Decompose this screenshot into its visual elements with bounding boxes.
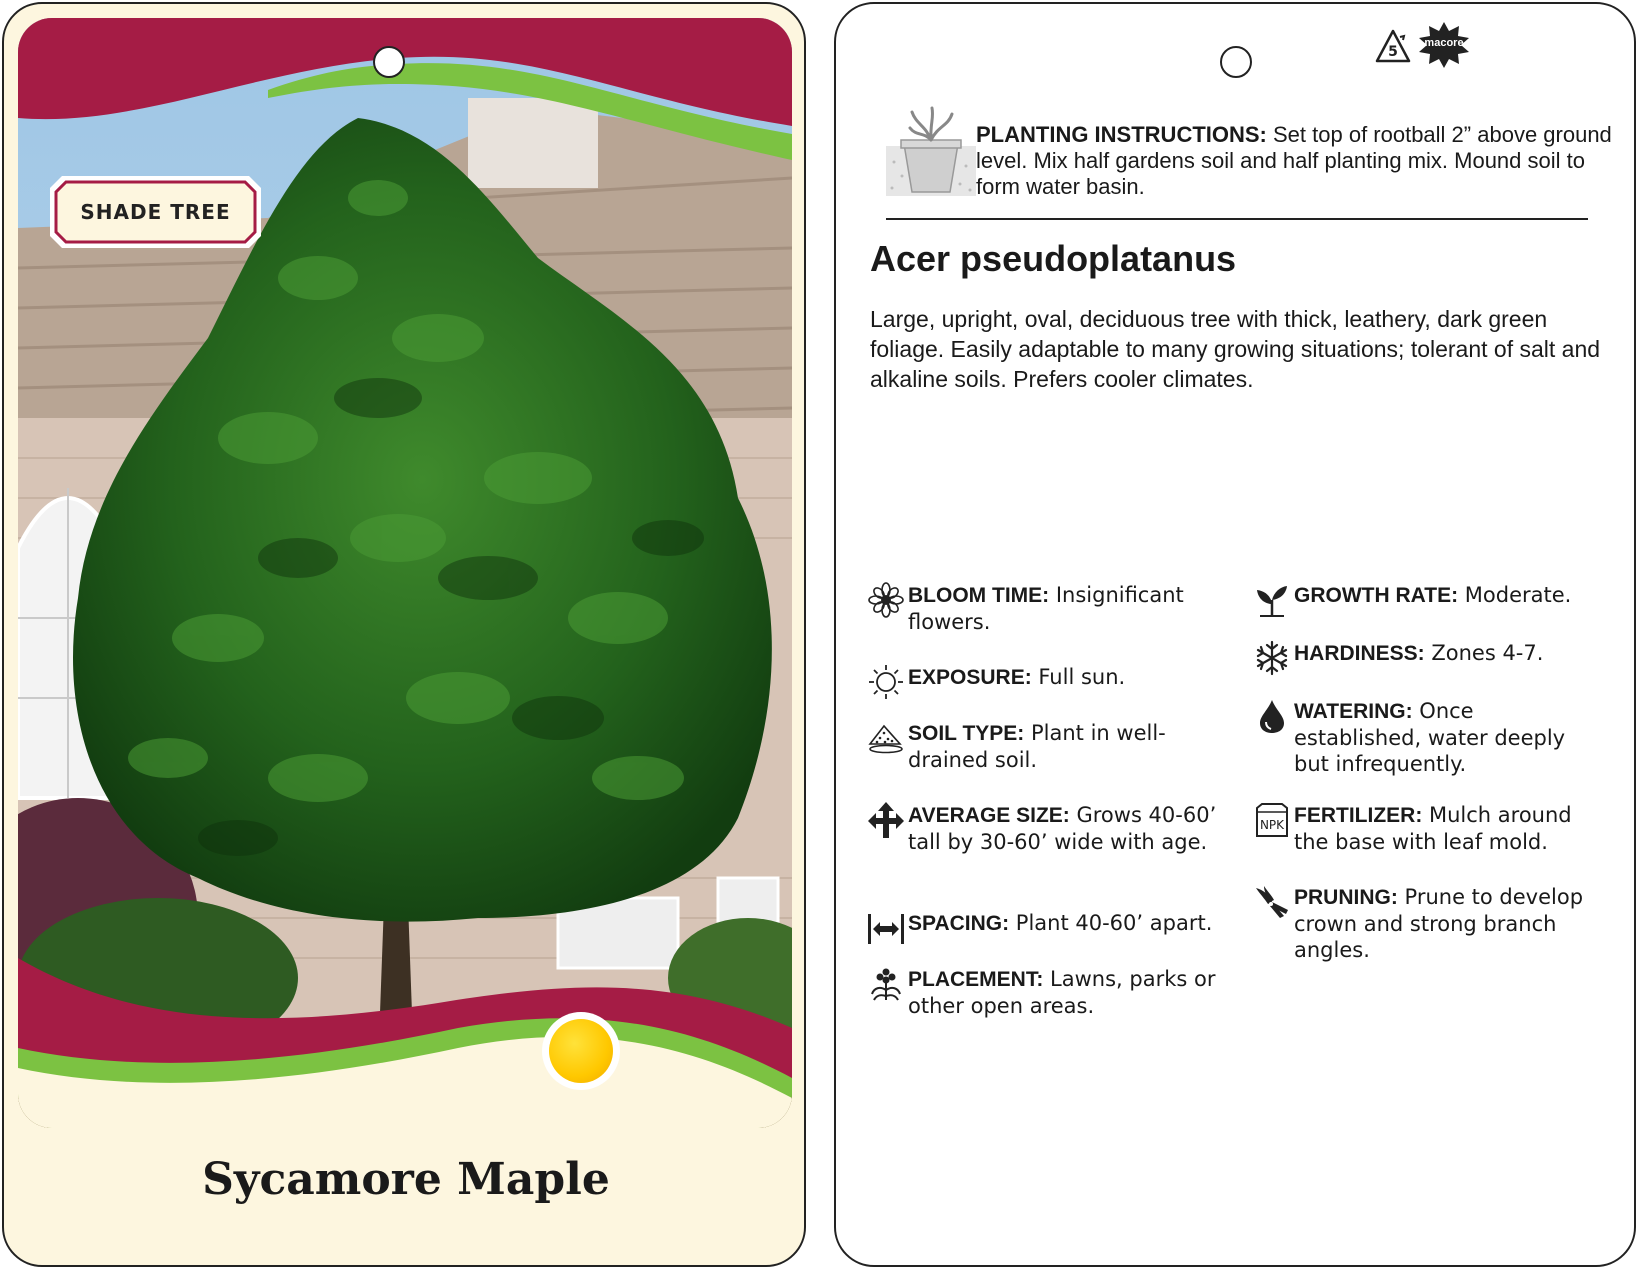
attr-label: PRUNING:	[1294, 886, 1398, 909]
npk-icon	[1254, 802, 1290, 838]
attr-value: Once established, water deeply but infrequently.	[1294, 699, 1566, 776]
attr-value: Plant in well-drained soil.	[908, 721, 1166, 772]
attr-value: Zones 4-7.	[1424, 641, 1544, 665]
attr-value: Plant 40-60’ apart.	[1009, 911, 1213, 935]
attr-label: WATERING:	[1294, 700, 1413, 723]
divider	[886, 218, 1588, 220]
planting-label: PLANTING INSTRUCTIONS:	[976, 122, 1267, 147]
attr-label: FERTILIZER:	[1294, 804, 1423, 827]
attr-label: GROWTH RATE:	[1294, 584, 1459, 607]
planting-text: Set top of rootball 2” above ground level. Mix half gardens soil and half planting mix. Mound soil to form water basin.	[976, 122, 1612, 199]
snowflake-icon	[1254, 640, 1290, 676]
attr-value: Mulch around the base with leaf mold.	[1294, 803, 1572, 854]
category-badge	[48, 174, 263, 250]
category-label: SHADE TREE	[80, 200, 231, 224]
npk-label: NPK	[1259, 818, 1285, 832]
attr-label: BLOOM TIME:	[908, 584, 1050, 607]
attr-label: AVERAGE SIZE:	[908, 804, 1070, 827]
front-banner	[18, 18, 792, 1128]
plant-tag-back	[834, 2, 1636, 1267]
recycle-icon	[1374, 28, 1412, 66]
attr-value: Grows 40-60’ tall by 30-60’ wide with age.	[908, 803, 1217, 854]
placement-plant-icon	[868, 966, 904, 1002]
attr-label: PLACEMENT:	[908, 968, 1044, 991]
attr-value: Insignificant flowers.	[908, 583, 1184, 634]
pruners-icon	[1254, 884, 1290, 920]
common-name: Sycamore Maple	[202, 1154, 610, 1205]
recycle-code: 5	[1388, 44, 1398, 60]
attr-value: Lawns, parks or other open areas.	[908, 967, 1216, 1018]
attr-value: Full sun.	[1031, 665, 1126, 689]
attr-label: SOIL TYPE:	[908, 722, 1025, 745]
flower-icon	[868, 582, 904, 618]
full-sun-icon	[542, 1012, 620, 1090]
size-arrows-icon	[868, 802, 904, 838]
sun-icon	[868, 664, 904, 700]
planting-instructions	[976, 122, 1616, 200]
attr-label: HARDINESS:	[1294, 642, 1425, 665]
planting-pot-icon	[886, 106, 976, 196]
botanical-name: Acer pseudoplatanus	[870, 238, 1237, 279]
water-drop-icon	[1254, 698, 1290, 734]
hang-hole-icon	[1220, 46, 1252, 78]
sprout-icon	[1254, 582, 1290, 618]
attr-value: Moderate.	[1458, 583, 1572, 607]
hang-hole-icon	[373, 46, 405, 78]
attr-value: Prune to develop crown and strong branch angles.	[1294, 885, 1584, 962]
spacing-arrows-icon	[868, 910, 904, 946]
plant-description: Large, upright, oval, deciduous tree with thick, leathery, dark green foliage. Easily adaptable to many growing situations; tolerant of salt and alkaline soils. Prefers cooler climates.	[870, 306, 1601, 392]
plant-tag-front	[2, 2, 806, 1267]
soil-icon	[868, 720, 904, 756]
attr-label: SPACING:	[908, 912, 1010, 935]
attr-label: EXPOSURE:	[908, 666, 1032, 689]
brand-name: macore	[1424, 37, 1464, 49]
